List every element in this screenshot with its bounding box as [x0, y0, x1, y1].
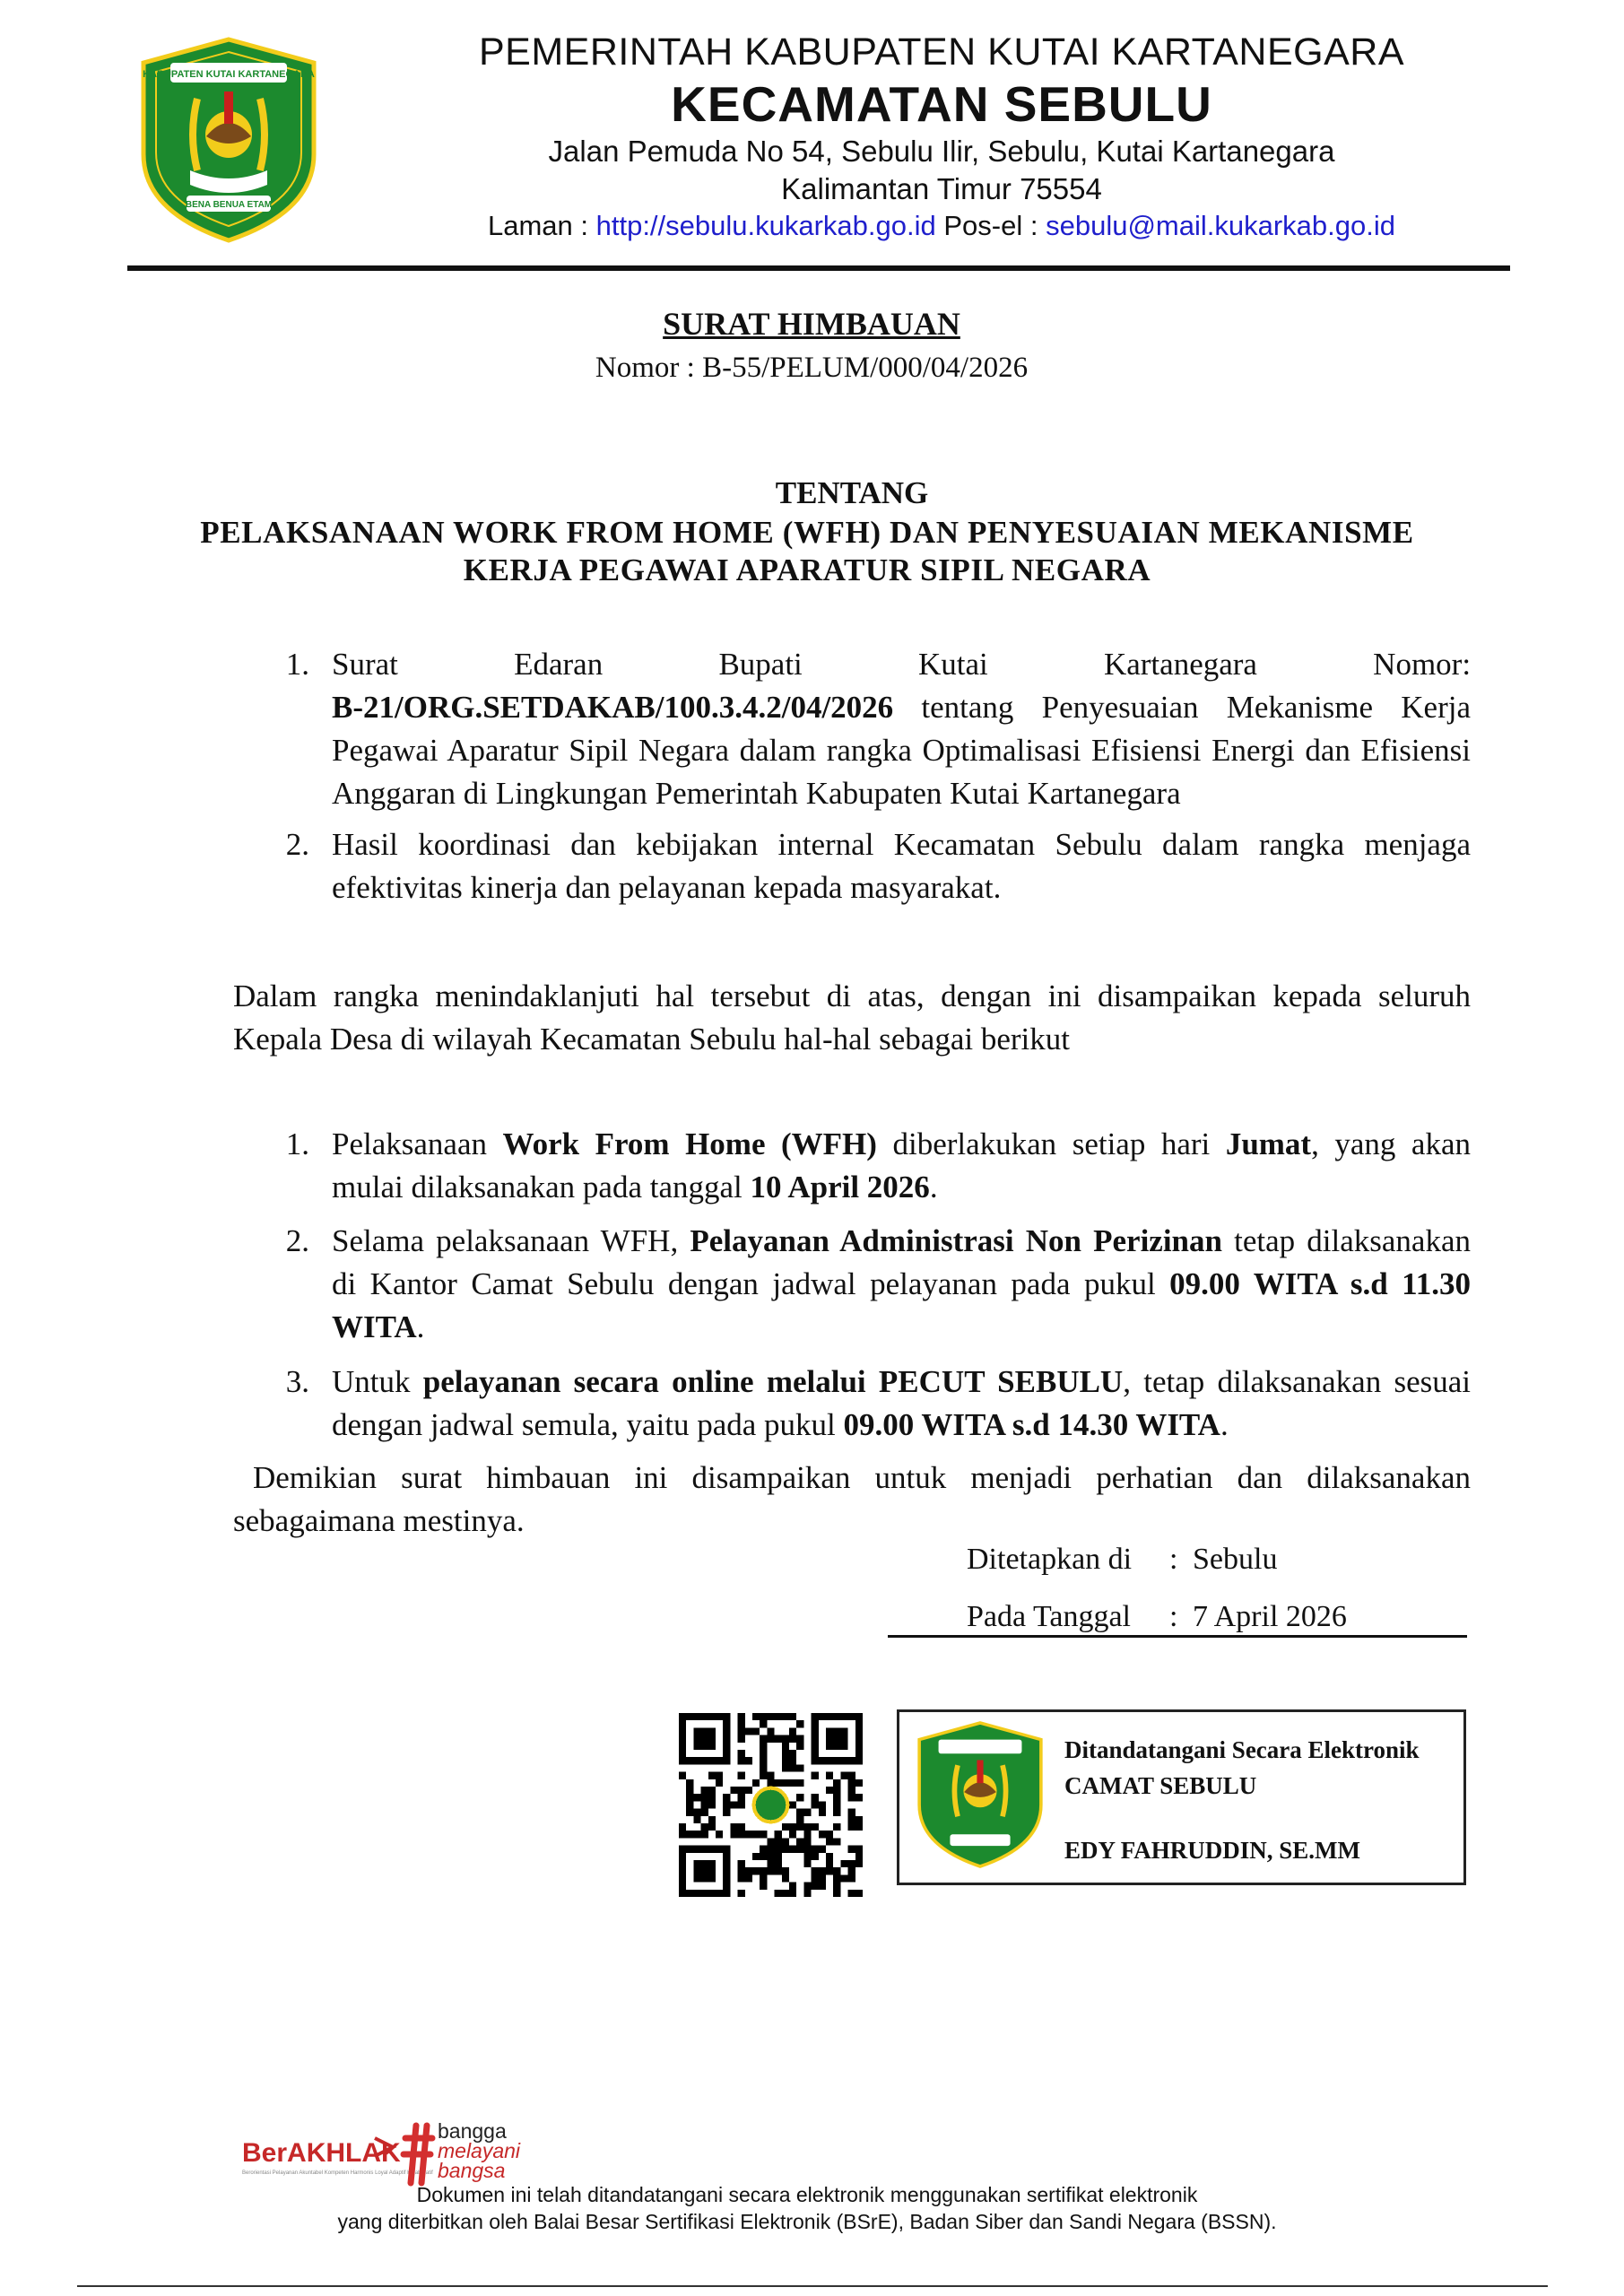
- point-number: 2.: [285, 1223, 309, 1258]
- reference-item: Surat Edaran Bupati Kutai Kartanegara Nomor: B-21/ORG.SETDAKAB/100.3.4.2/04/2026 tentang Penyesuaian Mekanisme Kerja Pegawai Aparatur Sipil Negara dalam rangka Optimalisasi Efisiensi Energi dan Efisiensi Anggaran di Lingkungan Pemerintah Kabupaten Kutai Kartanegara: [332, 643, 1471, 815]
- email-link[interactable]: sebulu@mail.kukarkab.go.id: [1046, 210, 1396, 241]
- signatory-name: EDY FAHRUDDIN, SE.MM: [1064, 1837, 1360, 1864]
- bangsa-text: bangsa: [438, 2159, 506, 2182]
- about-label: TENTANG: [775, 475, 929, 510]
- berakhlak-tagline: Berorientasi Pelayanan Akuntabel Kompeten Harmonis Loyal Adaptif Kolaboratif: [242, 2170, 433, 2176]
- subject-line-2: KERJA PEGAWAI APARATUR SIPIL NEGARA: [463, 552, 1151, 587]
- point-number: 1.: [285, 1126, 309, 1161]
- point-item: Selama pelaksanaan WFH, Pelayanan Administrasi Non Perizinan tetap dilaksanakan di Kantor Camat Sebulu dengan jadwal pelayanan pada pukul 09.00 WITA s.d 11.30 WITA.: [332, 1223, 1471, 1344]
- place-value: Sebulu: [1193, 1543, 1278, 1576]
- date-colon: :: [1169, 1600, 1178, 1633]
- logo-top-text: KABUPATEN KUTAI KARTANEGARA: [143, 69, 315, 80]
- point-item: Untuk pelayanan secara online melalui PECUT SEBULU, tetap dilaksanakan sesuai dengan jadwal semula, yaitu pada pukul 09.00 WITA s.d 14.30 WITA.: [332, 1364, 1471, 1442]
- reference-item: Hasil koordinasi dan kebijakan internal Kecamatan Sebulu dalam rangka menjaga efektivitas kinerja dan pelayanan kepada masyarakat.: [332, 827, 1471, 905]
- government-name: PEMERINTAH KABUPATEN KUTAI KARTANEGARA: [478, 30, 1405, 74]
- reference-number: 2.: [285, 827, 309, 862]
- reference-circular-number: B-21/ORG.SETDAKAB/100.3.4.2/04/2026: [332, 690, 894, 725]
- email-label: Pos-el :: [943, 210, 1038, 241]
- place-colon: :: [1169, 1543, 1178, 1576]
- kutai-kartanegara-emblem-icon: [135, 36, 323, 244]
- intro-paragraph: Dalam rangka menindaklanjuti hal tersebut di atas, dengan ini disampaikan kepada seluruh Kepala Desa di wilayah Kecamatan Sebulu hal-hal sebagai berikut: [233, 978, 1471, 1057]
- letterhead-divider: [127, 265, 1510, 271]
- point-item: Pelaksanaan Work From Home (WFH) diberlakukan setiap hari Jumat, yang akan mulai dilaksanakan pada tanggal 10 April 2026.: [332, 1126, 1472, 1205]
- point-number: 3.: [285, 1364, 309, 1399]
- berakhlak-logo-text: BerAKHLAK: [242, 2138, 401, 2168]
- reference-number: 1.: [285, 647, 309, 682]
- signature-method: Ditandatangani Secara Elektronik: [1064, 1736, 1420, 1763]
- reference-first-line: Surat Edaran Bupati Kutai Kartanegara Nomor:: [332, 647, 1472, 682]
- berakhlak-logo-icon: [240, 2126, 433, 2188]
- bangga-melayani-bangsa-logo-icon: [398, 2118, 569, 2188]
- website-label: Laman :: [487, 210, 588, 241]
- bangga-text: bangga: [438, 2119, 507, 2143]
- date-underline: [888, 1635, 1467, 1638]
- place-label: Ditetapkan di: [967, 1543, 1133, 1576]
- website-link[interactable]: http://sebulu.kukarkab.go.id: [595, 210, 936, 241]
- contact-line: [341, 210, 1542, 242]
- date-label: Pada Tanggal: [967, 1600, 1131, 1633]
- footer-note-line-2: yang diterbitkan oleh Balai Besar Sertifikasi Elektronik (BSrE), Badan Siber dan Sandi Negara (BSSN).: [337, 2210, 1277, 2233]
- logo-bottom-text: BENA BENUA ETAM: [185, 200, 273, 210]
- subject-line-1: PELAKSANAAN WORK FROM HOME (WFH) DAN PENYESUAIAN MEKANISME: [200, 515, 1414, 550]
- date-value: 7 April 2026: [1193, 1600, 1347, 1633]
- footer-note-line-1: Dokumen ini telah ditandatangani secara elektronik menggunakan sertifikat elektronik: [416, 2183, 1198, 2206]
- footer-divider: [77, 2285, 1548, 2287]
- address-line-1: Jalan Pemuda No 54, Sebulu Ilir, Sebulu, Kutai Kartanegara: [548, 135, 1335, 168]
- letter-number: Nomor : B-55/PELUM/000/04/2026: [595, 352, 1029, 384]
- closing-paragraph: Demikian surat himbauan ini disampaikan untuk menjadi perhatian dan dilaksanakan sebagaimana mestinya.: [233, 1460, 1471, 1538]
- address-line-2: Kalimantan Timur 75554: [781, 172, 1102, 205]
- qr-code-icon[interactable]: [679, 1713, 863, 1897]
- letter-title: SURAT HIMBAUAN: [663, 306, 960, 342]
- district-name: KECAMATAN SEBULU: [671, 76, 1212, 132]
- signatory-position: CAMAT SEBULU: [1064, 1772, 1257, 1799]
- kutai-kartanegara-emblem-icon: [913, 1720, 1047, 1869]
- melayani-text: melayani: [438, 2139, 521, 2162]
